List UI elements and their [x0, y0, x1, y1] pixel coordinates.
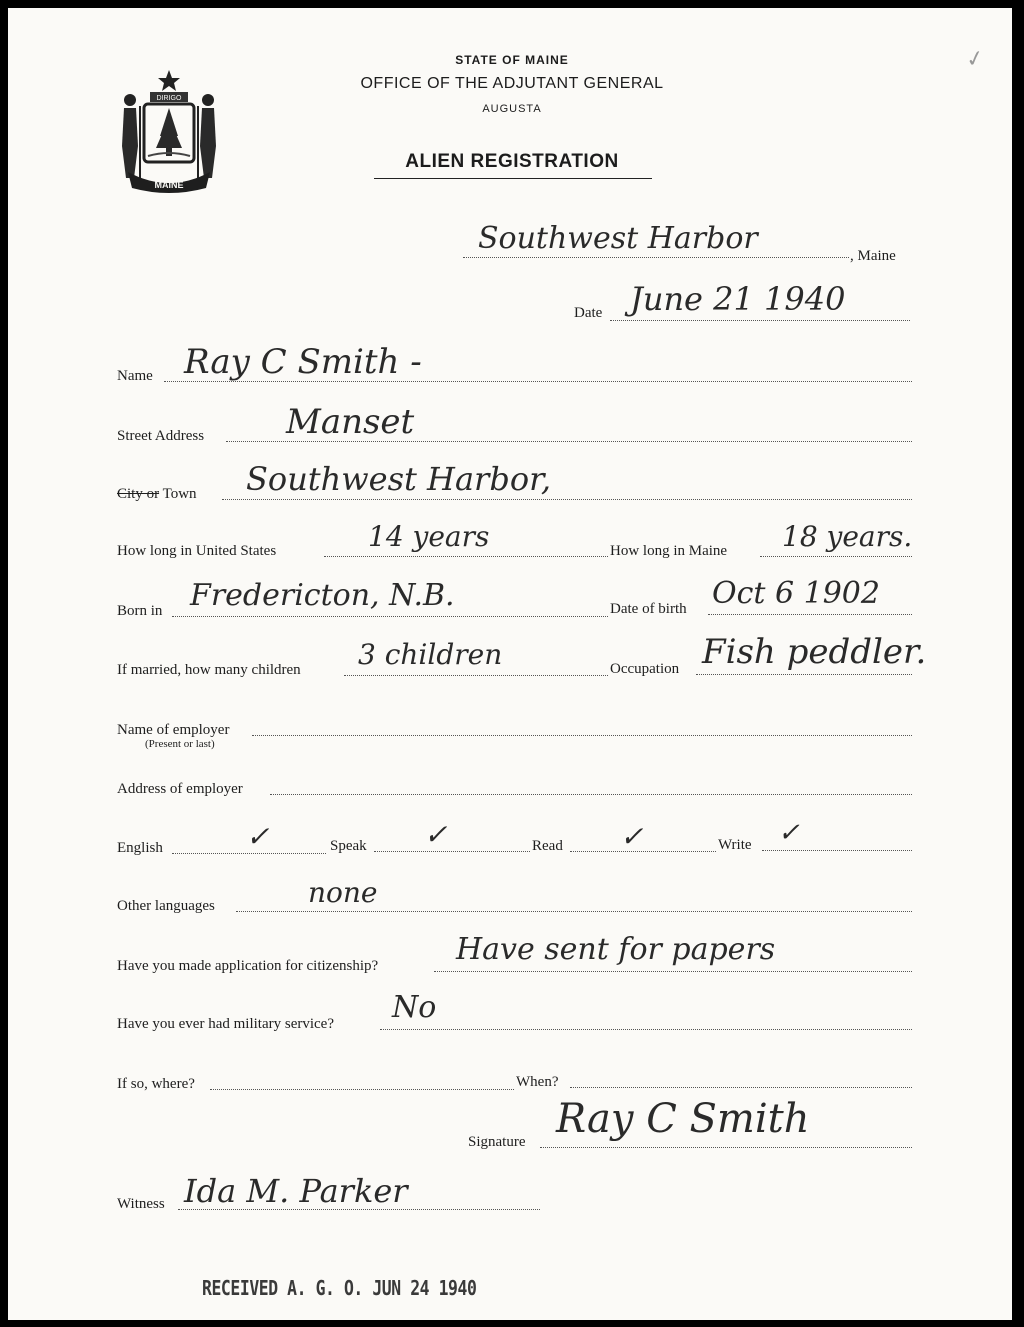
witness-label: Witness [117, 1196, 165, 1212]
town-label: Town [162, 486, 197, 502]
children-value: 3 children [358, 638, 503, 671]
signature-label: Signature [468, 1134, 526, 1150]
citizenship-label: Have you made application for citizenship? [117, 958, 379, 974]
town-label-struck: City or [117, 486, 160, 502]
us-years-value: 14 years [368, 520, 490, 553]
town-value: Southwest Harbor, [246, 460, 552, 498]
born-value: Fredericton, N.B. [190, 578, 455, 613]
speak-value: ✓ [424, 818, 448, 851]
dob-label: Date of birth [610, 601, 687, 617]
children-label: If married, how many children [117, 662, 301, 678]
signature-value: Ray C Smith [556, 1096, 810, 1142]
born-label: Born in [117, 603, 163, 619]
place-value: Southwest Harbor [478, 221, 758, 256]
speak-label: Speak [330, 838, 367, 854]
military-value: No [392, 990, 437, 1025]
date-label: Date [574, 305, 603, 321]
name-label: Name [117, 368, 153, 384]
occupation-label: Occupation [610, 661, 680, 677]
employer-sublabel: (Present or last) [145, 738, 215, 750]
received-stamp: RECEIVED A. G. O. JUN 24 1940 [202, 1276, 477, 1300]
military-label: Have you ever had military service? [117, 1016, 334, 1032]
other-languages-label: Other languages [117, 898, 215, 914]
employer-label: Name of employer [117, 722, 230, 738]
corner-check-mark: ✓ [963, 44, 987, 73]
street-label: Street Address [117, 428, 205, 444]
state-name: STATE OF MAINE [455, 53, 569, 67]
read-label: Read [532, 838, 563, 854]
seal-motto: DIRIGO [156, 95, 182, 102]
form-title: ALIEN REGISTRATION [405, 151, 619, 172]
witness-value: Ida M. Parker [184, 1172, 408, 1210]
office-name: OFFICE OF THE ADJUTANT GENERAL [360, 75, 664, 92]
date-value: June 21 1940 [630, 280, 846, 318]
maine-years-value: 18 years. [782, 520, 913, 553]
read-value: ✓ [620, 820, 644, 853]
street-value: Manset [286, 402, 415, 442]
occupation-value: Fish peddler. [702, 632, 927, 672]
write-label: Write [718, 837, 752, 853]
write-value: ✓ [778, 818, 800, 848]
english-label: English [117, 840, 163, 856]
english-value: ✓ [246, 820, 270, 853]
seal-banner: MAINE [154, 180, 184, 190]
citizenship-value: Have sent for papers [456, 932, 776, 967]
when-label: When? [516, 1074, 559, 1090]
place-suffix: , Maine [850, 248, 896, 264]
registration-form [8, 8, 1012, 1320]
employer-address-label: Address of employer [117, 781, 243, 797]
town-label-wrap [117, 486, 197, 503]
city-name: AUGUSTA [482, 103, 542, 115]
title-underline [374, 178, 652, 179]
dob-value: Oct 6 1902 [712, 576, 880, 611]
us-years-label: How long in United States [117, 543, 277, 559]
name-value: Ray C Smith - [184, 342, 422, 382]
other-languages-value: none [308, 876, 378, 909]
maine-years-label: How long in Maine [610, 543, 728, 559]
where-label: If so, where? [117, 1076, 195, 1092]
